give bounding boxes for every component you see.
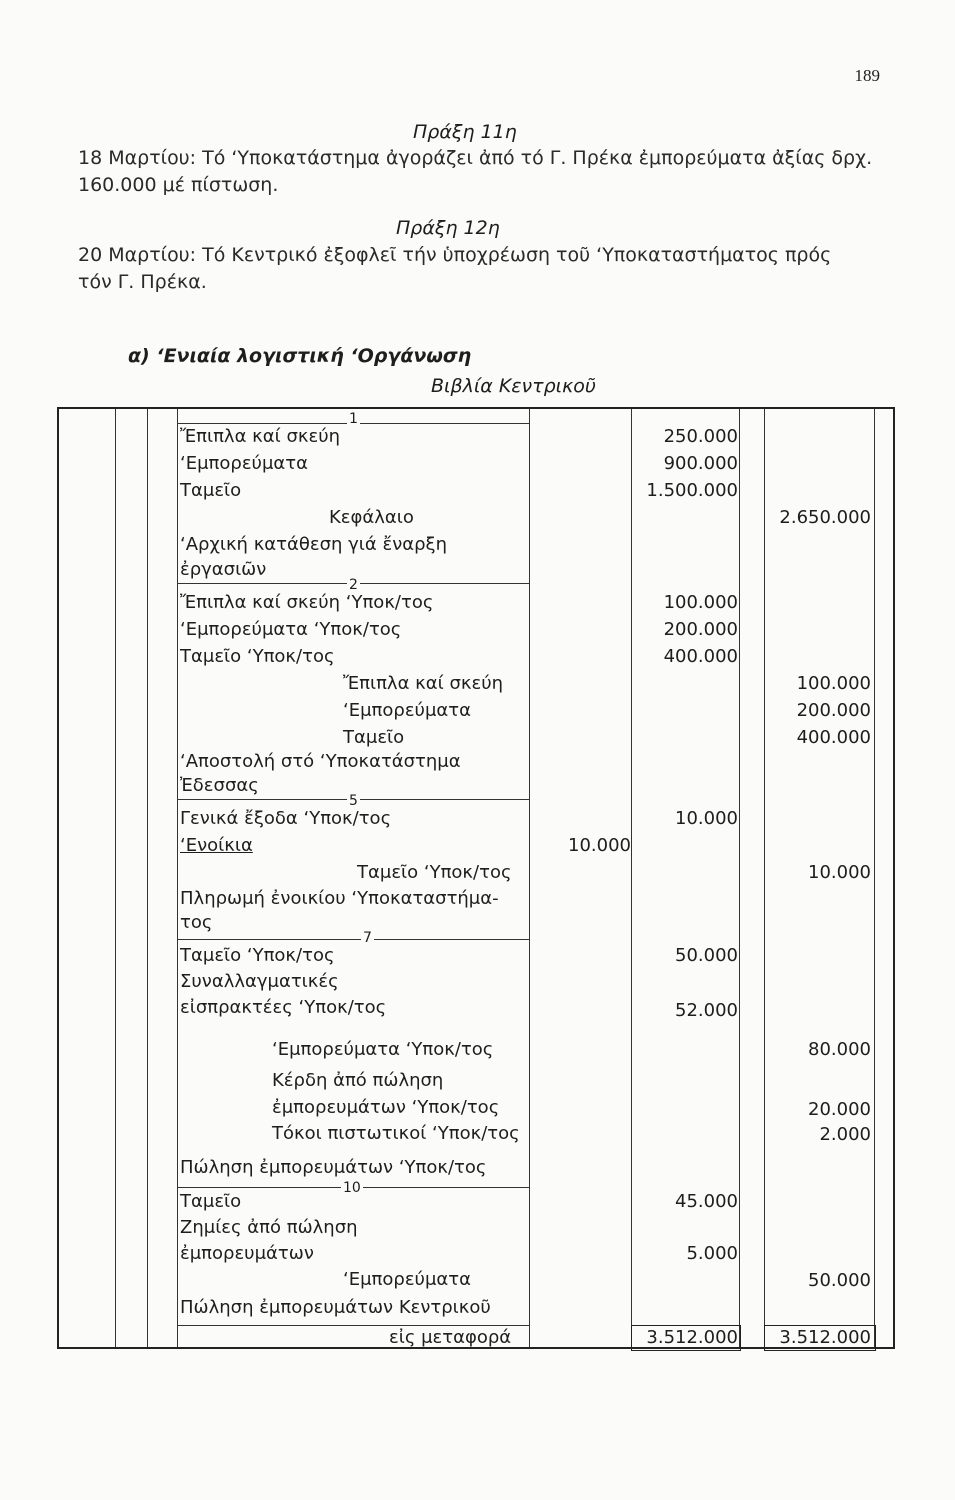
credit-amount: 200.000 bbox=[796, 700, 871, 721]
credit-amount: 2.000 bbox=[819, 1124, 871, 1145]
entry-text: Ταμεῖο ‘Υποκ/τος bbox=[180, 945, 335, 966]
credit-amount: 100.000 bbox=[796, 673, 871, 694]
entry-text: Πώληση ἐμπορευμάτων Κεντρικοῦ bbox=[180, 1297, 491, 1318]
entry-number: 5 bbox=[349, 793, 358, 809]
entry-text: ‘Ενοίκια bbox=[180, 835, 253, 856]
column-rule bbox=[764, 409, 765, 1347]
entry-text: Ἔπιπλα καί σκεύη bbox=[343, 673, 504, 694]
entry-text: Ταμεῖο ‘Υποκ/τος bbox=[357, 862, 512, 883]
entry-number: 1 bbox=[349, 411, 358, 427]
entry-text: Τόκοι πιστωτικοί ‘Υποκ/τος bbox=[272, 1123, 520, 1144]
entry-text: εἰσπρακτέες ‘Υποκ/τος bbox=[180, 997, 387, 1018]
column-rule bbox=[631, 409, 632, 1347]
entry-number: 7 bbox=[363, 930, 372, 946]
entry-separator bbox=[177, 1325, 529, 1326]
debit-amount: 45.000 bbox=[675, 1191, 738, 1212]
section-title: α) ‘Ενιαία λογιστική ‘Οργάνωση bbox=[128, 345, 472, 367]
entry-text: Ἔπιπλα καί σκεύη bbox=[180, 426, 341, 447]
entry-text: Γενικά ἔξοδα ‘Υποκ/τος bbox=[180, 808, 392, 829]
column-rule bbox=[874, 409, 875, 1347]
debit-amount: 52.000 bbox=[675, 1000, 738, 1021]
entry-text: Ταμεῖο bbox=[180, 1191, 242, 1212]
entry-text: Κεφάλαιο bbox=[329, 507, 414, 528]
debit-amount: 100.000 bbox=[663, 592, 738, 613]
total-debit: 3.512.000 bbox=[646, 1327, 738, 1348]
entry-text: τος bbox=[180, 912, 213, 933]
entry-number: 2 bbox=[349, 577, 358, 593]
column-rule bbox=[115, 409, 116, 1347]
debit-amount: 900.000 bbox=[663, 453, 738, 474]
debit-amount: 250.000 bbox=[663, 426, 738, 447]
transaction-11-line1: 18 Μαρτίου: Τό ‘Υποκατάστημα ἀγοράζει ἀπό τό Γ. Πρέκα ἐμπορεύματα ἀξίας δρχ. bbox=[78, 147, 873, 169]
journal-ledger bbox=[57, 407, 895, 1349]
entry-text: Ταμεῖο bbox=[343, 727, 405, 748]
entry-text: ‘Αρχική κατάθεση γιά ἔναρξη bbox=[180, 534, 447, 555]
page-number: 189 bbox=[854, 66, 880, 85]
debit-amount: 50.000 bbox=[675, 945, 738, 966]
column-rule bbox=[529, 409, 530, 1347]
entry-text: ‘Εμπορεύματα ‘Υποκ/τος bbox=[272, 1039, 494, 1060]
column-rule bbox=[739, 409, 740, 1347]
section-subtitle: Βιβλία Κεντρικοῦ bbox=[431, 375, 596, 397]
entry-text: ἐργασιῶν bbox=[180, 559, 267, 580]
entry-text: ‘Εμπορεύματα bbox=[343, 1269, 471, 1290]
transaction-11-title: Πράξη 11η bbox=[413, 121, 517, 143]
transaction-11-line2: 160.000 μέ πίστωση. bbox=[78, 174, 279, 196]
entry-text: Κέρδη ἀπό πώληση bbox=[272, 1070, 444, 1091]
credit-amount: 2.650.000 bbox=[779, 507, 871, 528]
entry-separator bbox=[177, 939, 529, 940]
entry-text: Ταμεῖο ‘Υποκ/τος bbox=[180, 646, 335, 667]
debit-amount: 5.000 bbox=[686, 1243, 738, 1264]
entry-text: ‘Εμπορεύματα bbox=[180, 453, 308, 474]
credit-amount: 10.000 bbox=[808, 862, 871, 883]
transaction-12-line1: 20 Μαρτίου: Τό Κεντρικό ἐξοφλεῖ τήν ὑποχρέωση τοῦ ‘Υποκαταστήματος πρός bbox=[78, 244, 832, 266]
analysis-amount: 10.000 bbox=[568, 835, 631, 856]
entry-text: ἐμπορευμάτων bbox=[180, 1243, 314, 1264]
entry-text: ‘Αποστολή στό ‘Υποκατάστημα bbox=[180, 751, 461, 772]
credit-amount: 20.000 bbox=[808, 1099, 871, 1120]
entry-text: Συναλλαγματικές bbox=[180, 971, 339, 992]
debit-amount: 10.000 bbox=[675, 808, 738, 829]
total-credit: 3.512.000 bbox=[779, 1327, 871, 1348]
credit-amount: 50.000 bbox=[808, 1270, 871, 1291]
entry-text: Ταμεῖο bbox=[180, 480, 242, 501]
credit-amount: 400.000 bbox=[796, 727, 871, 748]
entry-text: ἐμπορευμάτων ‘Υποκ/τος bbox=[272, 1097, 500, 1118]
column-rule bbox=[177, 409, 178, 1347]
entry-text: Πληρωμή ἐνοικίου ‘Υποκαταστήμα- bbox=[180, 888, 499, 909]
debit-amount: 200.000 bbox=[663, 619, 738, 640]
entry-text: Πώληση ἐμπορευμάτων ‘Υποκ/τος bbox=[180, 1157, 487, 1178]
transaction-12-title: Πράξη 12η bbox=[396, 217, 500, 239]
credit-amount: 80.000 bbox=[808, 1039, 871, 1060]
entry-text: Ἐδεσσας bbox=[180, 775, 259, 796]
debit-amount: 400.000 bbox=[663, 646, 738, 667]
entry-text: Ζημίες ἀπό πώληση bbox=[180, 1217, 358, 1238]
entry-text: ‘Εμπορεύματα bbox=[343, 700, 471, 721]
entry-number: 10 bbox=[343, 1180, 361, 1196]
debit-amount: 1.500.000 bbox=[646, 480, 738, 501]
carry-forward-label: εἰς μεταφορά bbox=[389, 1327, 512, 1348]
transaction-12-line2: τόν Γ. Πρέκα. bbox=[78, 271, 207, 293]
entry-text: Ἔπιπλα καί σκεύη ‘Υποκ/τος bbox=[180, 592, 434, 613]
entry-text: ‘Εμπορεύματα ‘Υποκ/τος bbox=[180, 619, 402, 640]
column-rule bbox=[147, 409, 148, 1347]
